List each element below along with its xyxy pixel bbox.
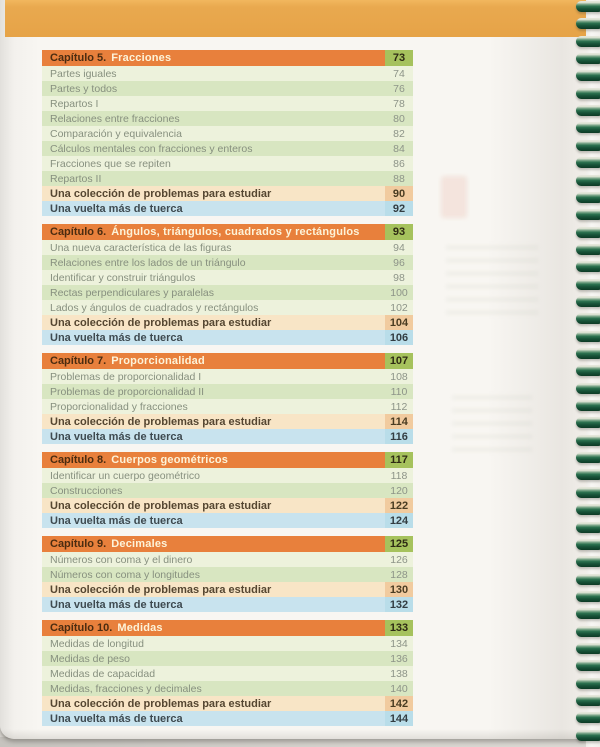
spiral-coil: [576, 209, 600, 220]
spiral-coil: [576, 417, 600, 428]
toc-entry-page: 106: [385, 330, 413, 345]
toc-entry-label: Una vuelta más de tuerca: [42, 429, 385, 444]
toc-entry: [42, 255, 413, 270]
spiral-coil: [576, 400, 600, 411]
spiral-coil: [576, 469, 600, 480]
toc-entry-label: Relaciones entre los lados de un triángulo: [42, 255, 385, 270]
spiral-coil: [576, 730, 600, 741]
toc-entry: [42, 681, 413, 696]
toc-entry: [42, 636, 413, 651]
toc-entry: [42, 171, 413, 186]
toc-entry-page: 74: [385, 66, 413, 81]
spiral-coil: [576, 244, 600, 255]
toc-entry-page: 80: [385, 111, 413, 126]
toc-entry: [42, 582, 413, 597]
chapter-title: Proporcionalidad: [111, 355, 205, 367]
chapter-header-row: [42, 536, 413, 552]
spiral-coil: [576, 192, 600, 203]
toc-entry-label: Repartos II: [42, 171, 385, 186]
toc-entry: [42, 513, 413, 528]
toc-entry: [42, 141, 413, 156]
spiral-coil: [576, 695, 600, 706]
toc-entry-label: Lados y ángulos de cuadrados y rectángulos: [42, 300, 385, 315]
spiral-coil: [576, 1, 600, 12]
toc-entry: [42, 414, 413, 429]
toc-entry: [42, 651, 413, 666]
toc-entry-page: 92: [385, 201, 413, 216]
chapter-title: Ángulos, triángulos, cuadrados y rectángulos: [111, 226, 360, 238]
toc-entry-label: Una colección de problemas para estudiar: [42, 414, 385, 429]
spiral-coil: [576, 313, 600, 324]
toc-entry-page: 94: [385, 240, 413, 255]
toc-entry-label: Medidas, fracciones y decimales: [42, 681, 385, 696]
toc-entry-label: Comparación y equivalencia: [42, 126, 385, 141]
toc-entry-label: Problemas de proporcionalidad II: [42, 384, 385, 399]
spiral-coil: [576, 487, 600, 498]
toc-entry-page: 144: [385, 711, 413, 726]
toc-entry: [42, 696, 413, 711]
spiral-coil: [576, 574, 600, 585]
chapter-start-page: 93: [385, 224, 413, 240]
toc-entry: [42, 66, 413, 81]
toc-entry: [42, 552, 413, 567]
toc-entry-label: Una vuelta más de tuerca: [42, 201, 385, 216]
toc-entry-page: 134: [385, 636, 413, 651]
toc-entry-page: 100: [385, 285, 413, 300]
toc-entry-label: Números con coma y longitudes: [42, 567, 385, 582]
spiral-coil: [576, 608, 600, 619]
chapter-title: Medidas: [117, 622, 163, 634]
toc-entry: [42, 429, 413, 444]
chapter-start-page: 73: [385, 50, 413, 66]
chapter-header-row: [42, 224, 413, 240]
toc-entry-page: 140: [385, 681, 413, 696]
toc-entry-page: 104: [385, 315, 413, 330]
toc-entry-label: Construcciones: [42, 483, 385, 498]
toc-entry-label: Una vuelta más de tuerca: [42, 711, 385, 726]
spiral-coil: [576, 365, 600, 376]
table-of-contents: [42, 50, 413, 734]
spiral-coil: [576, 88, 600, 99]
toc-entry-page: 86: [385, 156, 413, 171]
chapter-section: [42, 452, 413, 528]
toc-entry-label: Una colección de problemas para estudiar: [42, 186, 385, 201]
toc-entry-page: 82: [385, 126, 413, 141]
chapter-header-label-cell: [42, 353, 385, 369]
toc-entry-page: 98: [385, 270, 413, 285]
toc-entry-label: Una colección de problemas para estudiar: [42, 582, 385, 597]
chapter-header-label-cell: [42, 50, 385, 66]
toc-entry-page: 110: [385, 384, 413, 399]
spiral-coil: [576, 504, 600, 515]
toc-entry-page: 124: [385, 513, 413, 528]
toc-entry-page: 112: [385, 399, 413, 414]
spiral-coil: [576, 227, 600, 238]
toc-entry-page: 102: [385, 300, 413, 315]
toc-entry: [42, 285, 413, 300]
toc-entry: [42, 483, 413, 498]
spiral-coil: [576, 556, 600, 567]
toc-entry-page: 120: [385, 483, 413, 498]
spiral-coil: [576, 660, 600, 671]
print-show-through: [446, 246, 538, 318]
toc-entry-page: 96: [385, 255, 413, 270]
toc-entry: [42, 369, 413, 384]
toc-entry: [42, 270, 413, 285]
chapter-section: [42, 353, 413, 444]
toc-entry: [42, 81, 413, 96]
chapter-header-row: [42, 353, 413, 369]
toc-entry-page: 88: [385, 171, 413, 186]
spiral-coil: [576, 678, 600, 689]
chapter-header-label-cell: [42, 536, 385, 552]
spiral-coil: [576, 591, 600, 602]
spiral-coil: [576, 296, 600, 307]
toc-entry-label: Partes y todos: [42, 81, 385, 96]
chapter-title: Decimales: [111, 538, 168, 550]
spiral-coil: [576, 331, 600, 342]
toc-entry: [42, 111, 413, 126]
chapter-header-label-cell: [42, 620, 385, 636]
toc-entry: [42, 666, 413, 681]
spiral-coil: [576, 70, 600, 81]
spiral-coil: [576, 157, 600, 168]
chapter-start-page: 133: [385, 620, 413, 636]
chapter-number-label: Capítulo 10.: [50, 622, 113, 634]
chapter-start-page: 107: [385, 353, 413, 369]
spiral-coil: [576, 435, 600, 446]
chapter-section: [42, 536, 413, 612]
chapter-header-label-cell: [42, 224, 385, 240]
toc-entry: [42, 186, 413, 201]
toc-entry-label: Medidas de longitud: [42, 636, 385, 651]
toc-entry: [42, 711, 413, 726]
chapter-header-row: [42, 452, 413, 468]
spiral-coil: [576, 261, 600, 272]
toc-entry-label: Repartos I: [42, 96, 385, 111]
toc-entry-page: 142: [385, 696, 413, 711]
chapter-number-label: Capítulo 9.: [50, 538, 107, 550]
spiral-coil: [576, 383, 600, 394]
toc-entry-label: Una colección de problemas para estudiar: [42, 315, 385, 330]
toc-entry-page: 108: [385, 369, 413, 384]
chapter-number-label: Capítulo 8.: [50, 454, 107, 466]
chapter-section: [42, 224, 413, 345]
toc-entry-label: Una vuelta más de tuerca: [42, 330, 385, 345]
toc-entry-label: Números con coma y el dinero: [42, 552, 385, 567]
toc-entry-label: Fracciones que se repiten: [42, 156, 385, 171]
spiral-coil: [576, 712, 600, 723]
toc-entry-page: 116: [385, 429, 413, 444]
toc-entry-page: 90: [385, 186, 413, 201]
toc-entry-label: Una colección de problemas para estudiar: [42, 696, 385, 711]
toc-entry: [42, 126, 413, 141]
toc-entry-page: 118: [385, 468, 413, 483]
toc-entry-page: 128: [385, 567, 413, 582]
toc-entry: [42, 156, 413, 171]
toc-entry-label: Identificar y construir triángulos: [42, 270, 385, 285]
chapter-section: [42, 620, 413, 726]
chapter-start-page: 125: [385, 536, 413, 552]
toc-entry-label: Rectas perpendiculares y paralelas: [42, 285, 385, 300]
toc-entry-label: Identificar un cuerpo geométrico: [42, 468, 385, 483]
toc-entry-page: 122: [385, 498, 413, 513]
toc-entry: [42, 330, 413, 345]
chapter-number-label: Capítulo 6.: [50, 226, 107, 238]
toc-entry: [42, 384, 413, 399]
toc-entry-page: 126: [385, 552, 413, 567]
chapter-header-label-cell: [42, 452, 385, 468]
toc-entry-label: Una vuelta más de tuerca: [42, 597, 385, 612]
toc-entry-page: 138: [385, 666, 413, 681]
toc-entry-label: Cálculos mentales con fracciones y enteros: [42, 141, 385, 156]
spiral-coil: [576, 539, 600, 550]
chapter-header-row: [42, 620, 413, 636]
toc-entry: [42, 300, 413, 315]
toc-entry-page: 76: [385, 81, 413, 96]
toc-entry: [42, 498, 413, 513]
spiral-coil: [576, 175, 600, 186]
spiral-coil: [576, 643, 600, 654]
spiral-coil: [576, 53, 600, 64]
toc-entry-label: Relaciones entre fracciones: [42, 111, 385, 126]
spiral-coil: [576, 122, 600, 133]
chapter-title: Fracciones: [111, 52, 172, 64]
chapter-section: [42, 50, 413, 216]
print-show-through: [452, 396, 532, 452]
toc-entry-page: 78: [385, 96, 413, 111]
toc-entry-page: 84: [385, 141, 413, 156]
toc-entry: [42, 315, 413, 330]
spiral-coil: [576, 452, 600, 463]
toc-entry-label: Problemas de proporcionalidad I: [42, 369, 385, 384]
chapter-title: Cuerpos geométricos: [111, 454, 229, 466]
toc-entry: [42, 240, 413, 255]
chapter-start-page: 117: [385, 452, 413, 468]
toc-entry: [42, 597, 413, 612]
toc-entry-label: Una vuelta más de tuerca: [42, 513, 385, 528]
chapter-header-row: [42, 50, 413, 66]
print-show-through: [441, 176, 467, 218]
toc-entry-page: 130: [385, 582, 413, 597]
toc-entry: [42, 399, 413, 414]
spiral-coil: [576, 522, 600, 533]
toc-entry: [42, 468, 413, 483]
toc-entry: [42, 567, 413, 582]
toc-entry-page: 132: [385, 597, 413, 612]
toc-entry-label: Partes iguales: [42, 66, 385, 81]
spiral-coil: [576, 626, 600, 637]
spiral-coil: [576, 105, 600, 116]
toc-entry-label: Una colección de problemas para estudiar: [42, 498, 385, 513]
spiral-coil: [576, 18, 600, 29]
toc-entry-label: Una nueva característica de las figuras: [42, 240, 385, 255]
spiral-coil: [576, 279, 600, 290]
toc-entry: [42, 96, 413, 111]
toc-entry-label: Medidas de capacidad: [42, 666, 385, 681]
chapter-number-label: Capítulo 5.: [50, 52, 107, 64]
toc-entry: [42, 201, 413, 216]
toc-entry-label: Proporcionalidad y fracciones: [42, 399, 385, 414]
chapter-number-label: Capítulo 7.: [50, 355, 107, 367]
spiral-coil: [576, 36, 600, 47]
book-cover-edge: [5, 0, 586, 37]
spiral-coil: [576, 348, 600, 359]
toc-entry-page: 114: [385, 414, 413, 429]
toc-entry-label: Medidas de peso: [42, 651, 385, 666]
toc-entry-page: 136: [385, 651, 413, 666]
spiral-coil: [576, 140, 600, 151]
